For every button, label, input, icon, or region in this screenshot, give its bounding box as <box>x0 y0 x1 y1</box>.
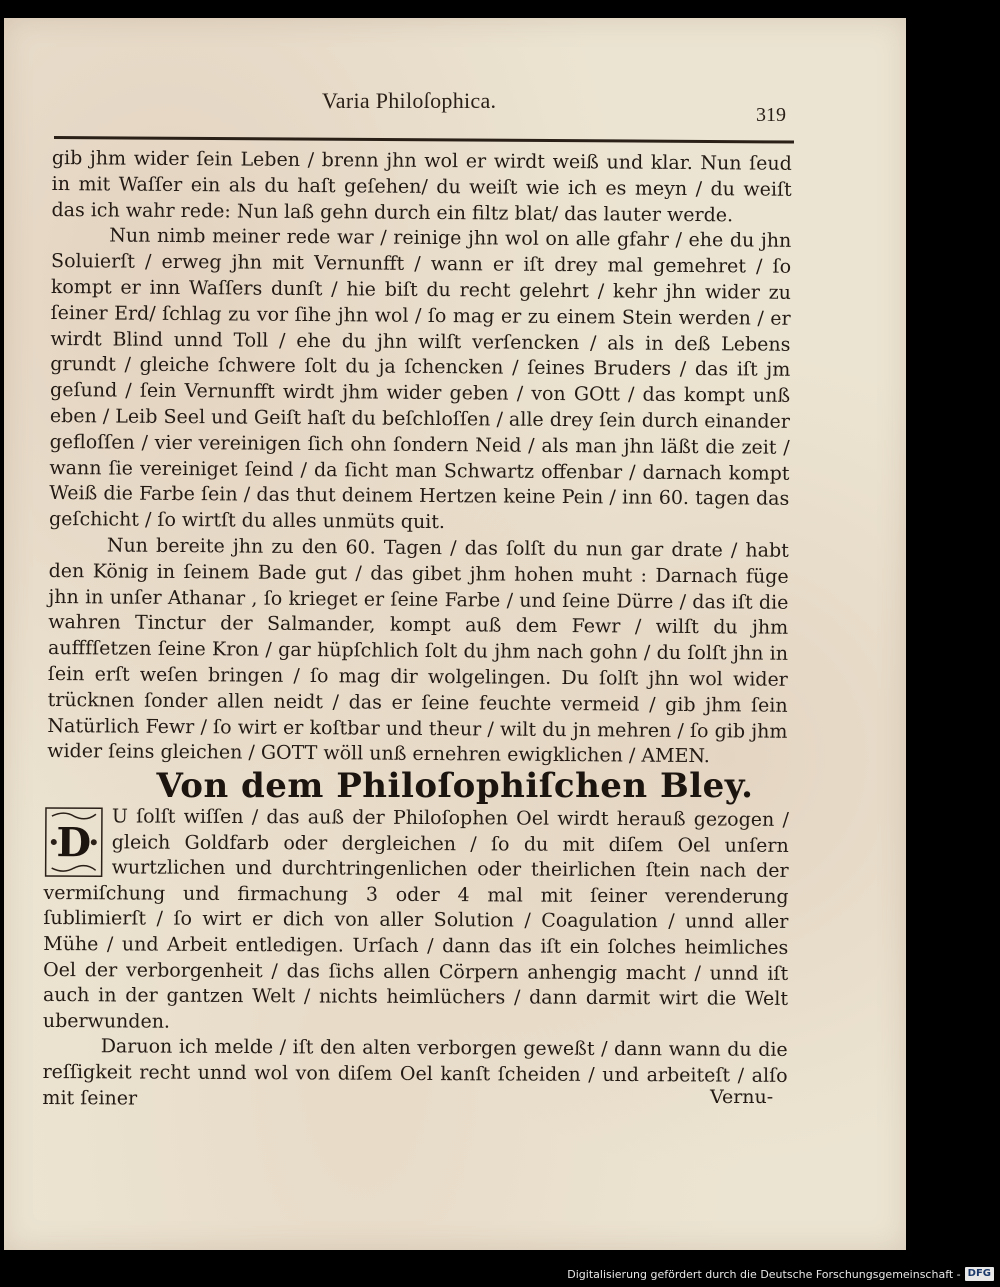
section-text <box>42 804 789 1115</box>
dfg-logo: DFG <box>965 1267 994 1281</box>
running-title: Varia Philoſophica. <box>322 88 497 113</box>
paragraph: Nun bereite jhn zu den 60. Tagen / das ſolſt du nun gar drate / habt den König in ſeinem Bade gut / das gibet jhm hohen muht : Darnach füge jhn in unſer Athanar , ſo krieget er ſeine Farbe / und ſeine Dürre / das iſt die wahren Tinctur der Salmander, kompt auß dem Fewr / wilſt du jhm aufffſetzen ſeine Kron / gar hüpſchlich ſolt du jhm nach gohn / du ſolſt jhn in ſein erſt weſen bringen / ſo mag dir wolgelingen. Du ſolſt jhn wol wider trücknen ſonder allen neidt / das er ſeine feuchte vermeid / gib jhm ſein Natürlich Fewr / ſo wirt er koſtbar und theur / wilt du jn mehren / ſo gib jhm wider ſeins gleichen / GOTT wöll unß ernehren ewigklichen / AMEN. <box>47 534 789 768</box>
page-number: 319 <box>756 104 786 126</box>
body-text <box>47 146 792 771</box>
section-paragraph: Daruon ich melde / iſt den alten verborgen geweßt / dann wann du die reſſigkeit recht unnd wol von diſem Oel kanſt ſcheiden / und arbeiteſt / alſo mit ſeiner <box>42 1035 788 1110</box>
footer-credit <box>567 1265 994 1283</box>
paragraph: Nun nimb meiner rede war / reinige jhn wol on alle gfahr / ehe du jhn Soluierſt / erweg jhn mit Vernunfft / wann er iſt drey mal gemehret / ſo kompt er inn Waſſers dunſt / hie biſt du recht gelehrt / kehr jhn wider zu ſeiner Erd/ ſchlag zu vor ſihe jhn wol / ſo mag er zu einem Stein werden / er wirdt Blind unnd Toll / ehe du jhn wilſt verſencken / als in deß Lebens grundt / gleiche ſchwere ſolt du ja ſchencken / ſeines Bruders / das iſt jm geſund / ſein Vernunfft wirdt jhm wider geben / von GOtt / das kompt unß eben / Leib Seel und Geiſt haſt du beſchloſſen / alle drey ſein durch einander gefloſſen / vier vereinigen ſich ohn ſondern Neid / als man jhn läßt die zeit / wann ſie vereiniget ſeind / da ſicht man Schwartz offenbar / darnach kompt Weiß die Farbe ſein / das thut deinem Hertzen keine Pein / inn 60. tagen das geſchicht / ſo wirtſt du alles unmüts quit. <box>48 224 792 534</box>
paragraph-continued: gib jhm wider ſein Leben / brenn jhn wol er wirdt weiß und klar. Nun ſeud in mit Waſſer ein als du haſt geſehen/ du weiſt wie ich es meyn / du weiſt das ich wahr rede: Nun laß gehn durch ein filtz blat/ das lauter werde. <box>51 146 792 226</box>
drop-cap-letter: D <box>56 819 92 867</box>
header-rule <box>54 136 794 144</box>
footer-text: Digitalisierung gefördert durch die Deutsche Forschungsgemeinschaft - <box>567 1267 961 1281</box>
catchword: Vernu- <box>710 1086 774 1108</box>
drop-cap-icon <box>44 806 104 878</box>
drop-cap-ornament <box>44 806 104 878</box>
section-paragraph <box>43 804 789 1038</box>
section-heading: Von dem Philoſophiſchen Bley. <box>156 766 754 806</box>
section-paragraph-text: U ſolſt wiſſen / das auß der Philoſophen Oel wirdt herauß gezogen / gleich Goldfarb oder dergleichen / ſo du mit diſem Oel unſern wurtzlichen und durchtringenlichen oder theirlichen ſtein nach der vermiſchung und firmachung 3 oder 4 mal mit ſeiner verenderung ſublimierſt / ſo wirt er dich von aller Solution / Coagulation / unnd aller Mühe / und Arbeit entledigen. Urſach / dann das iſt ein ſolches heimliches Oel der verborgenheit / das ſichs allen Cörpern anhengig macht / unnd iſt auch in der gantzen Welt / nichts heimlüchers / dann darmit wirt die Welt uberwunden. <box>42 805 789 1033</box>
page-header <box>4 88 906 128</box>
book-page <box>4 18 906 1250</box>
